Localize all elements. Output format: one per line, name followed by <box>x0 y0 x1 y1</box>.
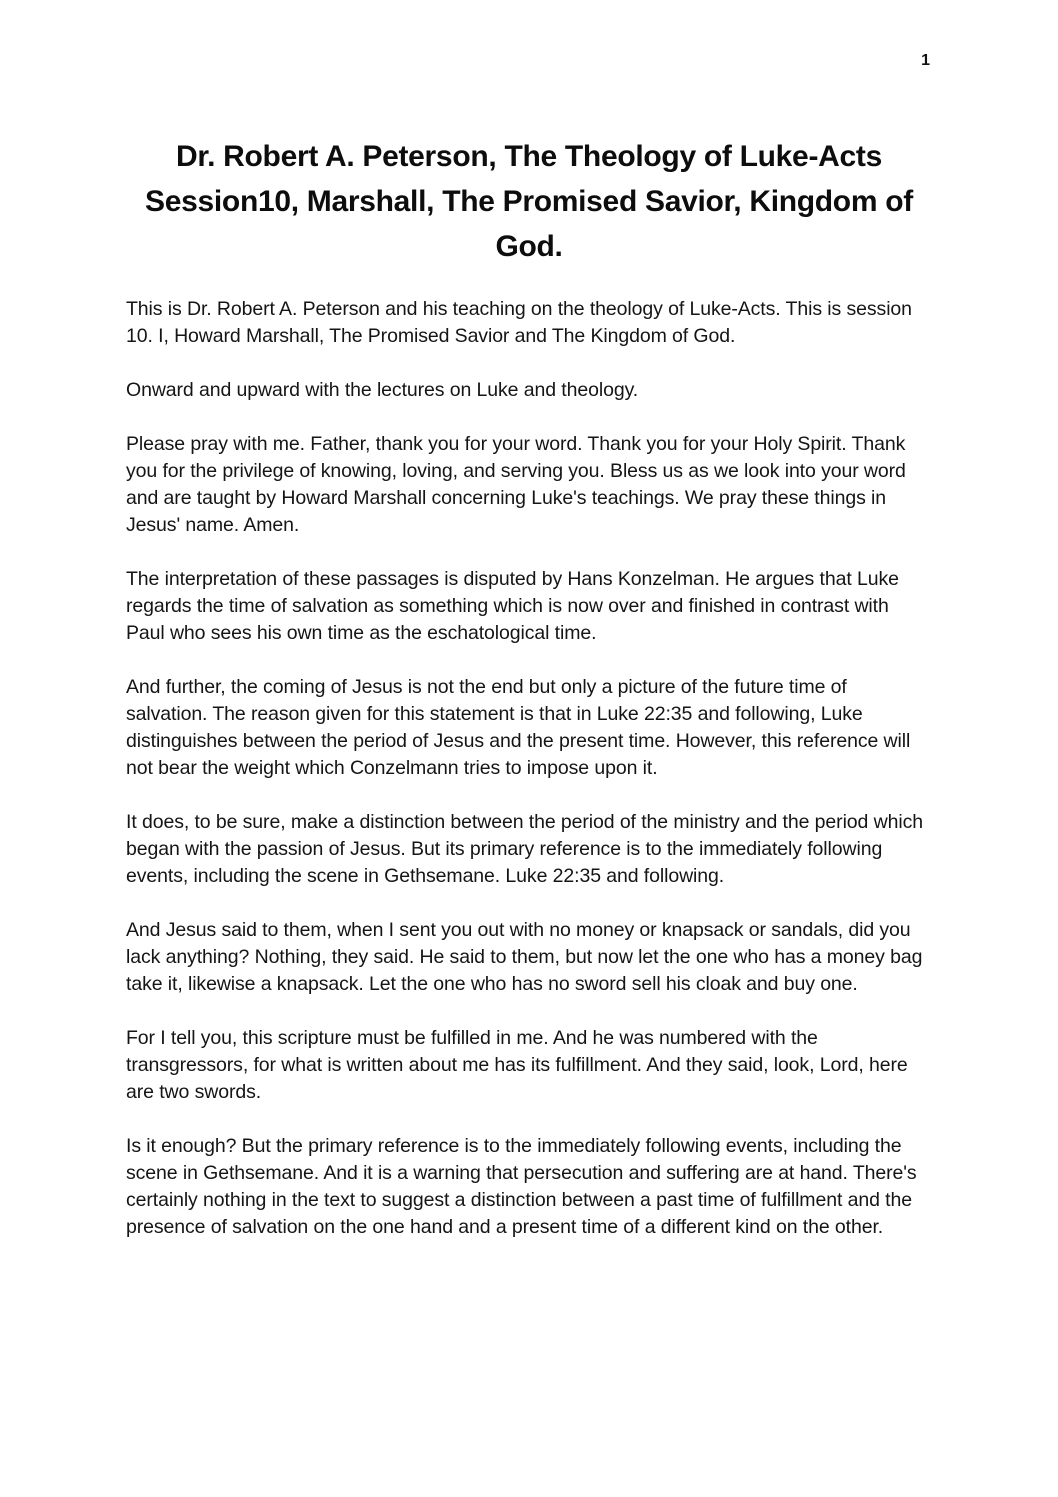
paragraph: This is Dr. Robert A. Peterson and his teaching on the theology of Luke-Acts. This is session 10. I, Howard Marshall, The Promised Savior and The Kingdom of God. <box>126 298 912 347</box>
document-body <box>126 296 932 1241</box>
paragraph: The interpretation of these passages is disputed by Hans Konzelman. He argues that Luke regards the time of salvation as something which is now over and finished in contrast with Paul who sees his own time as the eschatological time. <box>126 568 899 644</box>
paragraph: And further, the coming of Jesus is not the end but only a picture of the future time of salvation. The reason given for this statement is that in Luke 22:35 and following, Luke distinguishes between the period of Jesus and the present time. However, this reference will not bear the weight which Conzelmann tries to impose upon it. <box>126 676 911 779</box>
page-number: 1 <box>921 52 930 69</box>
paragraph: Please pray with me. Father, thank you for your word. Thank you for your Holy Spirit. Thank you for the privilege of knowing, loving, and serving you. Bless us as we look into your word and are taught by Howard Marshall concerning Luke's teachings. We pray these things in Jesus' name. Amen. <box>126 433 906 536</box>
document-title: Dr. Robert A. Peterson, The Theology of Luke-Acts Session10, Marshall, The Promised Savior, Kingdom of God. <box>145 140 913 263</box>
paragraph: It does, to be sure, make a distinction between the period of the ministry and the period which began with the passion of Jesus. But its primary reference is to the immediately following events, including the scene in Gethsemane. Luke 22:35 and following. <box>126 811 923 887</box>
paragraph: Is it enough? But the primary reference is to the immediately following events, including the scene in Gethsemane. And it is a warning that persecution and suffering are at hand. There's certainly nothing in the text to suggest a distinction between a past time of fulfillment and the presence of salvation on the one hand and a present time of a different kind on the other. <box>126 1135 917 1238</box>
paragraph: And Jesus said to them, when I sent you out with no money or knapsack or sandals, did you lack anything? Nothing, they said. He said to them, but now let the one who has a money bag take it, likewise a knapsack. Let the one who has no sword sell his cloak and buy one. <box>126 919 923 995</box>
paragraph: Onward and upward with the lectures on Luke and theology. <box>126 379 639 401</box>
paragraph: For I tell you, this scripture must be fulfilled in me. And he was numbered with the transgressors, for what is written about me has its fulfillment. And they said, look, Lord, here are two swords. <box>126 1027 908 1103</box>
